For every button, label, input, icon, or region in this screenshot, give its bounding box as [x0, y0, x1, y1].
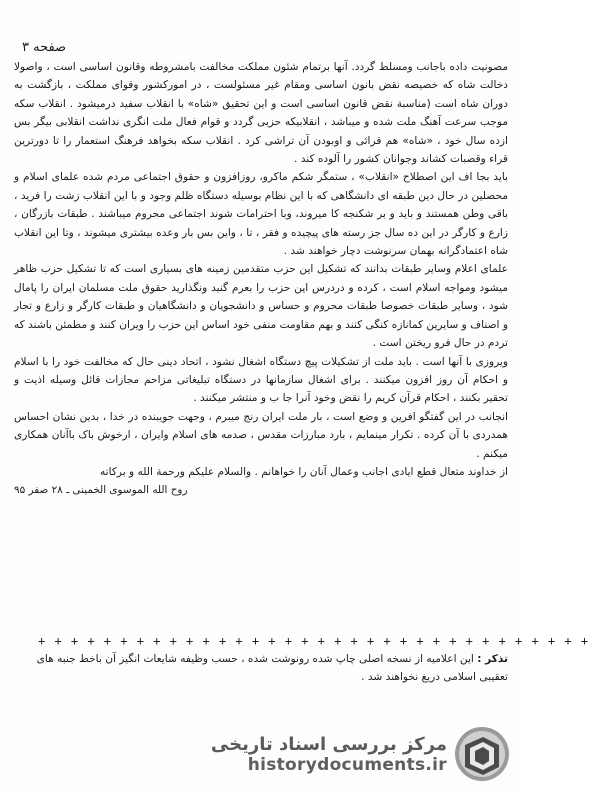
paragraph: انجانب در این گفتگو افرین و وضع است ، بار ملت ایران رنج میبرم ، وجهت جویبنده در خدا ، بدین نشان احساس همدردی با آن کرده . تکرار مینمایم ، بارد مبارزات مقدس ، صدمه های اسلام وایران ، ارخوش باک باآنان همکاری میکنم . — [14, 410, 508, 460]
paragraph: باید بجا اف این اصطلاح «انقلاب» ، ستمگر شکم ماکرو، روزافزون و حقوق اجتماعی مردم شده علمای اسلام و محصلین در حال دین طبقه ای دانشگاهی که با این نظام بوسیله دستگاه ظلم وجود و با این انقلاب زشت را فرید ، باقی وطن همستند و باید و بر شکنجه کا میروند، وبا احترامات شوند اجتماعی محروم میباشند . طبقات بازرگان ، زارع و کارگر در این ده سال جز رسته های پیچیده و فقر ، تا ، واین بس بار وعده بیشتری میشوند ، وتا این انقلاب شاه اعتمادگرانه بهمان سرنوشت دچار خواهند شد . — [14, 171, 508, 258]
footnote-text: این اعلامیه از نسخه اصلی چاپ شده رونوشت شده ، حسب وظیفه شایعات انگیز آن باخط جنبه های تعقیبی اسلامی دریغ نخواهند شد . — [36, 653, 508, 683]
star-divider: + + + + + + + + + + + + + + + + + + + + + + + + + + + + + + + + + + — [38, 634, 589, 648]
watermark — [211, 723, 511, 785]
watermark-text — [211, 734, 447, 775]
signature-line: روح الله الموسوی الخمینی ـ ۲۸ صفر ۹۵ — [14, 484, 188, 497]
paragraph: از خداوند متعال قطع ایادی اجانب وعمال آنان را خواهانم . والسلام علیکم ورحمة الله و برکاته — [100, 465, 508, 478]
footnote — [28, 650, 508, 686]
document-body — [14, 58, 508, 500]
paragraph: مصونیت داده باجانب ومسلط گردد. آنها برتمام شئون مملکت مخالفت بامشروطه وقانون اساسی است ، واصولا دخالت شاه که خصیصه نقض بانون اساسی ومقام غیر مسئولست ، در امورکشور وقوای مملکت ، بازگشت به دوران شاه است (مناسبة نقض قانون اساسی است و این تحقیق «شاه» با انقلاب سفید درمیشود . انقلاب سکه موجب سرعت آهنگ ملت شده و میباشد ، انقلابیکه حزبی گردد و قوام فعال ملت انگری نداشت انقلابی بیگر بس ازده سال خود ، «شاه» هم قرائی و اوبودن آن تراشی کرد . انقلاب سکه بخواهد فرهنگ استعمار را تا دورترین قراء وقصبات کشاند وجوانان کشور را آلوده کند . — [14, 61, 508, 166]
page-number: صفحه ۳ — [22, 40, 67, 55]
archive-logo-icon — [453, 725, 511, 783]
watermark-title: مرکز بررسی اسناد تاریخی — [210, 733, 447, 755]
footnote-label: تذکر : — [477, 653, 508, 665]
paragraph: ویروزی با آنها است . باید ملت از تشکیلات پیچ دستگاه اشغال نشود ، اتحاد دینی حال که مخالفت خود را با اسلام و احکام آن روز افزون میکنند . برای اشغال سازمانها در دستگاه تبلیغاتی مزاحم مجازات قائل وسیله اذیت و تحقیر بکنند ، احکام قرآن کریم را نقض وخود آنرا جا ب و منتشر میکنند . — [14, 355, 508, 405]
paragraph: علمای اعلام وسایر طبقات بدانند که تشکیل این حزب متقدمین زمینه های بسیاری است که تا تشکیل حزب ظاهر میشود ومواجه اسلام است ، کرده و دردرس این حزب را بعرم گنید ونگذارید حقوق ملت مسلمان ایران را پامال شود ، وسایر طبقات خصوصا طبقات محروم و حساس و دانشجویان و دانشگاهیان و طبقات کارگر و زارع و تجار و اصناف و سایرین کمانازه کنگی کنند و بهم مقاومت منفی خود اساس این حزب را ویران کنند و مطمئن باشند که تردم در حال فرو ریختن است . — [13, 263, 508, 350]
watermark-url: historydocuments.ir — [247, 754, 447, 775]
